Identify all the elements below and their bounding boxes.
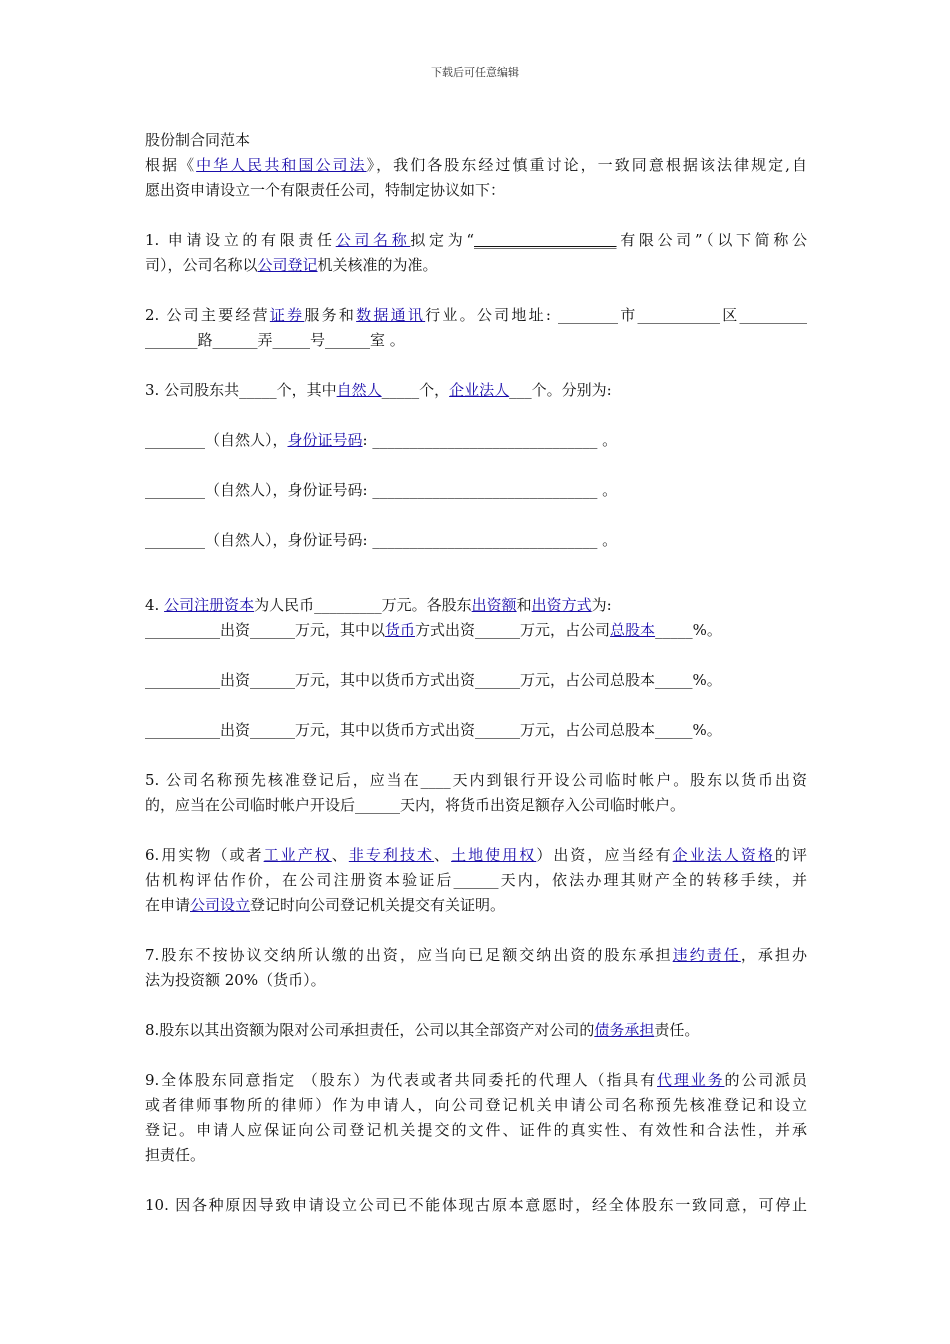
clause-9-line-3: 登记。申请人应保证向公司登记机关提交的文件、证件的真实性、有效性和合法性，并承: [145, 1121, 807, 1139]
text: 为:: [591, 596, 612, 614]
text: ________（自然人），: [145, 431, 288, 449]
link-debt-liability[interactable]: 债务承担: [594, 1021, 655, 1039]
link-corporate-legal-person[interactable]: 企业法人: [449, 381, 510, 399]
text: : ______________________________ 。: [362, 431, 618, 449]
clause-1-line-1: [145, 228, 807, 253]
text: ）出资，应当经有: [536, 846, 673, 864]
clause-2-line-2: _______路______弄_____号______室 。: [145, 331, 405, 349]
clause-9-line-1: [145, 1068, 807, 1093]
link-capital-contribution[interactable]: 出资额: [471, 596, 517, 614]
text: 司），公司名称以: [145, 256, 258, 274]
text: _____个，: [381, 381, 450, 399]
text: 4.: [145, 596, 165, 614]
text: 1. 申请设立的有限责任: [145, 231, 336, 249]
link-legal-person-qualification[interactable]: 企业法人资格: [672, 846, 775, 864]
contract-document: [145, 128, 807, 1218]
clause-1-line-2: [145, 253, 807, 278]
clause-7-line-1: [145, 943, 807, 968]
link-company-registration[interactable]: 公司登记: [257, 256, 318, 274]
link-id-number[interactable]: 身份证号码: [287, 431, 363, 449]
text: 3. 公司股东共_____个，其中: [145, 381, 337, 399]
clause-9-line-4: 担责任。: [145, 1146, 206, 1164]
contribution-row-3: __________出资______万元，其中以货币方式出资______万元，占公司总股本_____%。: [145, 721, 722, 739]
shareholder-row-3: ________（自然人），身份证号码: ______________________________ 。: [145, 531, 618, 549]
text: _____%。: [655, 621, 722, 639]
link-currency[interactable]: 货币: [385, 621, 416, 639]
link-agency-business[interactable]: 代理业务: [657, 1071, 725, 1089]
link-industrial-property[interactable]: 工业产权: [263, 846, 332, 864]
link-securities[interactable]: 证券: [269, 306, 305, 324]
text: 的公司派员: [724, 1071, 807, 1089]
clause-2-line-1: [145, 303, 807, 328]
text: 和: [516, 596, 532, 614]
text: 的评: [774, 846, 807, 864]
clause-6-line-1: [145, 843, 807, 868]
clause-10-line-1: 10. 因各种原因导致申请设立公司已不能体现古原本意愿时，经全体股东一致同意，可停止: [145, 1196, 807, 1214]
clause-5-line-1: 5. 公司名称预先核准登记后，应当在____天内到银行开设公司临时帐户。股东以货币出资: [145, 771, 807, 789]
clause-6-line-3: [145, 893, 807, 918]
text: 、: [331, 846, 349, 864]
link-natural-person[interactable]: 自然人: [336, 381, 382, 399]
clause-9-line-2: 或者律师事物所的律师）作为申请人，向公司登记机关申请公司名称预先核准登记和设立: [145, 1096, 807, 1114]
text: 拟定为“: [410, 231, 475, 249]
clause-4-line-1: [145, 593, 807, 618]
text: 在申请: [145, 896, 191, 914]
text: 根据《: [145, 156, 197, 174]
text: 责任。: [654, 1021, 700, 1039]
clause-3-line-1: [145, 378, 807, 403]
link-contribution-method[interactable]: 出资方式: [531, 596, 592, 614]
link-total-share-capital[interactable]: 总股本: [610, 621, 656, 639]
intro-line-2: 愿出资申请设立一个有限责任公司，特制定协议如下：: [145, 181, 506, 199]
link-land-use-right[interactable]: 土地使用权: [451, 846, 537, 864]
company-name-blank: ___________________: [474, 231, 617, 249]
link-non-patent-technology[interactable]: 非专利技术: [348, 846, 435, 864]
text: 有限公司”（以下简称公: [616, 231, 807, 249]
link-breach-liability[interactable]: 违约责任: [672, 946, 741, 964]
shareholder-row-1: [145, 428, 807, 453]
text: 登记时向公司登记机关提交有关证明。: [250, 896, 506, 914]
text: ___个。分别为:: [509, 381, 612, 399]
text: 6.用实物（或者: [145, 846, 264, 864]
text: 7.股东不按协议交纳所认缴的出资，应当向已足额交纳出资的股东承担: [145, 946, 673, 964]
clause-7-line-2: 法为投资额 20%（货币）。: [145, 971, 326, 989]
clause-5-line-2: 的，应当在公司临时帐户开设后______天内，将货币出资足额存入公司临时帐户。: [145, 796, 686, 814]
text: ，承担办: [740, 946, 807, 964]
clause-6-line-2: 估机构评估作价，在公司注册资本验证后______天内，依法办理其财产全的转移手续，并: [145, 871, 807, 889]
text: 服务和: [304, 306, 357, 324]
intro-line-1: [145, 153, 807, 178]
link-company-establishment[interactable]: 公司设立: [190, 896, 251, 914]
link-data-communication[interactable]: 数据通讯: [356, 306, 426, 324]
text: 机关核准的为准。: [317, 256, 438, 274]
page-header: 下载后可任意编辑: [431, 66, 519, 79]
clause-8-line-1: [145, 1018, 807, 1043]
text: 方式出资______万元，占公司: [415, 621, 611, 639]
text: 》，我们各股东经过慎重讨论，一致同意根据该法律规定,自: [366, 156, 807, 174]
text: 8.股东以其出资额为限对公司承担责任，公司以其全部资产对公司的: [145, 1021, 595, 1039]
link-registered-capital[interactable]: 公司注册资本: [164, 596, 255, 614]
document-title: 股份制合同范本: [145, 131, 251, 149]
contribution-row-1: [145, 618, 807, 643]
text: 2. 公司主要经营: [145, 306, 270, 324]
text: __________出资______万元，其中以: [145, 621, 386, 639]
text: 9.全体股东同意指定 （股东）为代表或者共同委托的代理人（指具有: [145, 1071, 658, 1089]
contribution-row-2: __________出资______万元，其中以货币方式出资______万元，占公司总股本_____%。: [145, 671, 722, 689]
text: 行业。公司地址: ________市___________区_________: [425, 306, 807, 324]
link-company-name[interactable]: 公司名称: [335, 231, 411, 249]
link-company-law[interactable]: 中华人民共和国公司法: [196, 156, 367, 174]
text: 为人民币_________万元。各股东: [254, 596, 472, 614]
shareholder-row-2: ________（自然人），身份证号码: ______________________________ 。: [145, 481, 618, 499]
text: 、: [434, 846, 452, 864]
